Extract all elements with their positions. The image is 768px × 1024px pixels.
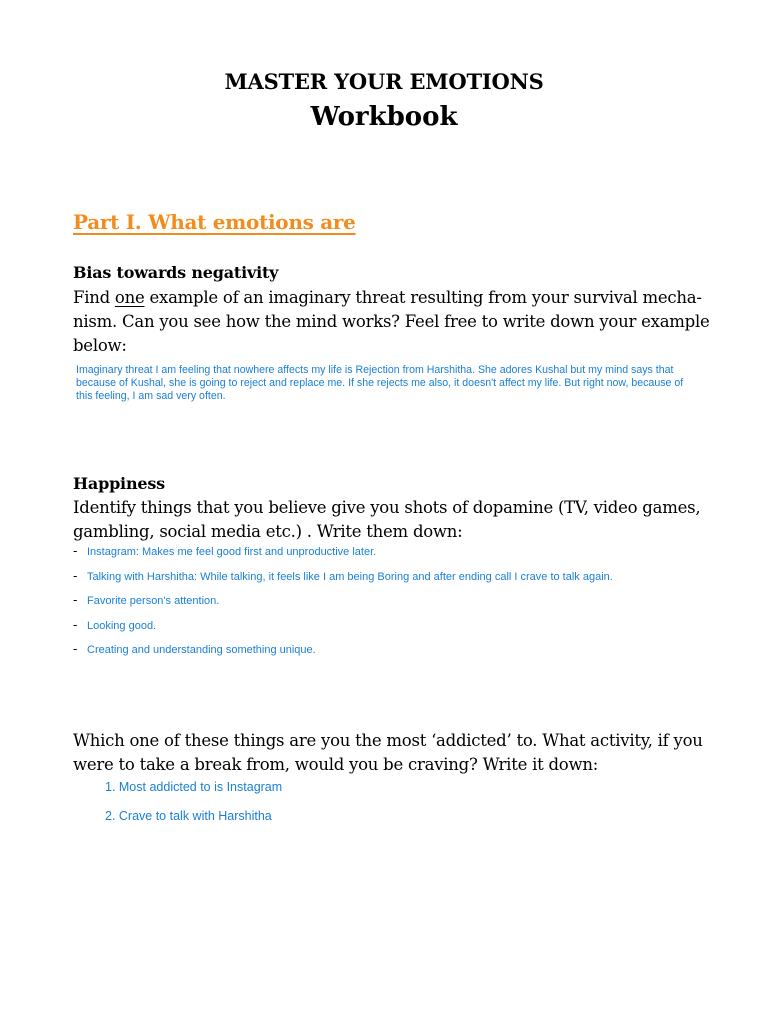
numbered-answer[interactable]: 2. Crave to talk with Harshitha	[105, 809, 272, 823]
numbered-answer[interactable]: 1. Most addicted to is Instagram	[105, 780, 283, 794]
bias-answer-line: Imaginary threat I am feeling that nowhere affects my life is Rejection from Harshitha. She adores Kushal but my mind says that	[76, 364, 674, 376]
addiction-answers	[105, 780, 282, 838]
list-item-text: Creating and understanding something unique.	[87, 644, 316, 656]
page-title: MASTER YOUR EMOTIONS	[224, 69, 544, 94]
bias-prompt-line-3: below:	[73, 336, 127, 355]
bias-answer-line: this feeling, I am sad very often.	[76, 390, 226, 402]
addiction-prompt-line-1: Which one of these things are you the most ‘addicted’ to. What activity, if you	[73, 731, 703, 750]
list-item-text: Talking with Harshitha: While talking, it feels like I am being Boring and after ending call I crave to talk again.	[87, 570, 613, 583]
bullet-dash: -	[73, 544, 78, 558]
bullet-dash: -	[73, 617, 78, 632]
bullet-dash: -	[73, 568, 78, 583]
list-item-text: Instagram: Makes me feel good first and unproductive later.	[87, 546, 377, 558]
happiness-prompt-line-2: gambling, social media etc.) . Write them down:	[73, 522, 463, 541]
bias-prompt-line-2: nism. Can you see how the mind works? Feel free to write down your example	[73, 312, 710, 331]
bias-prompt-line-1	[73, 286, 702, 310]
bias-prompt-text: example of an imaginary threat resulting from your survival mecha-	[144, 288, 702, 307]
list-item-text: Looking good.	[87, 619, 157, 632]
happiness-prompt-line-1: Identify things that you believe give you shots of dopamine (TV, video games,	[73, 498, 701, 517]
bias-answer[interactable]	[76, 364, 748, 403]
bullet-dash: -	[73, 593, 78, 607]
bullet-dash: -	[73, 642, 78, 656]
addiction-prompt-line-2: were to take a break from, would you be craving? Write it down:	[73, 755, 599, 774]
page-subtitle: Workbook	[310, 102, 458, 132]
happiness-section-heading: Happiness	[73, 474, 165, 493]
bias-prompt-text: Find	[73, 288, 115, 307]
part-heading: Part I. What emotions are	[73, 210, 356, 234]
bias-answer-line: because of Kushal, she is going to reject and replace me. If she rejects me also, it doesn't affect my life. But right now, because of	[76, 377, 684, 389]
bias-prompt-emphasis: one	[114, 288, 145, 307]
list-item-text: Favorite person's attention.	[87, 595, 220, 607]
bias-section-heading: Bias towards negativity	[73, 263, 279, 282]
